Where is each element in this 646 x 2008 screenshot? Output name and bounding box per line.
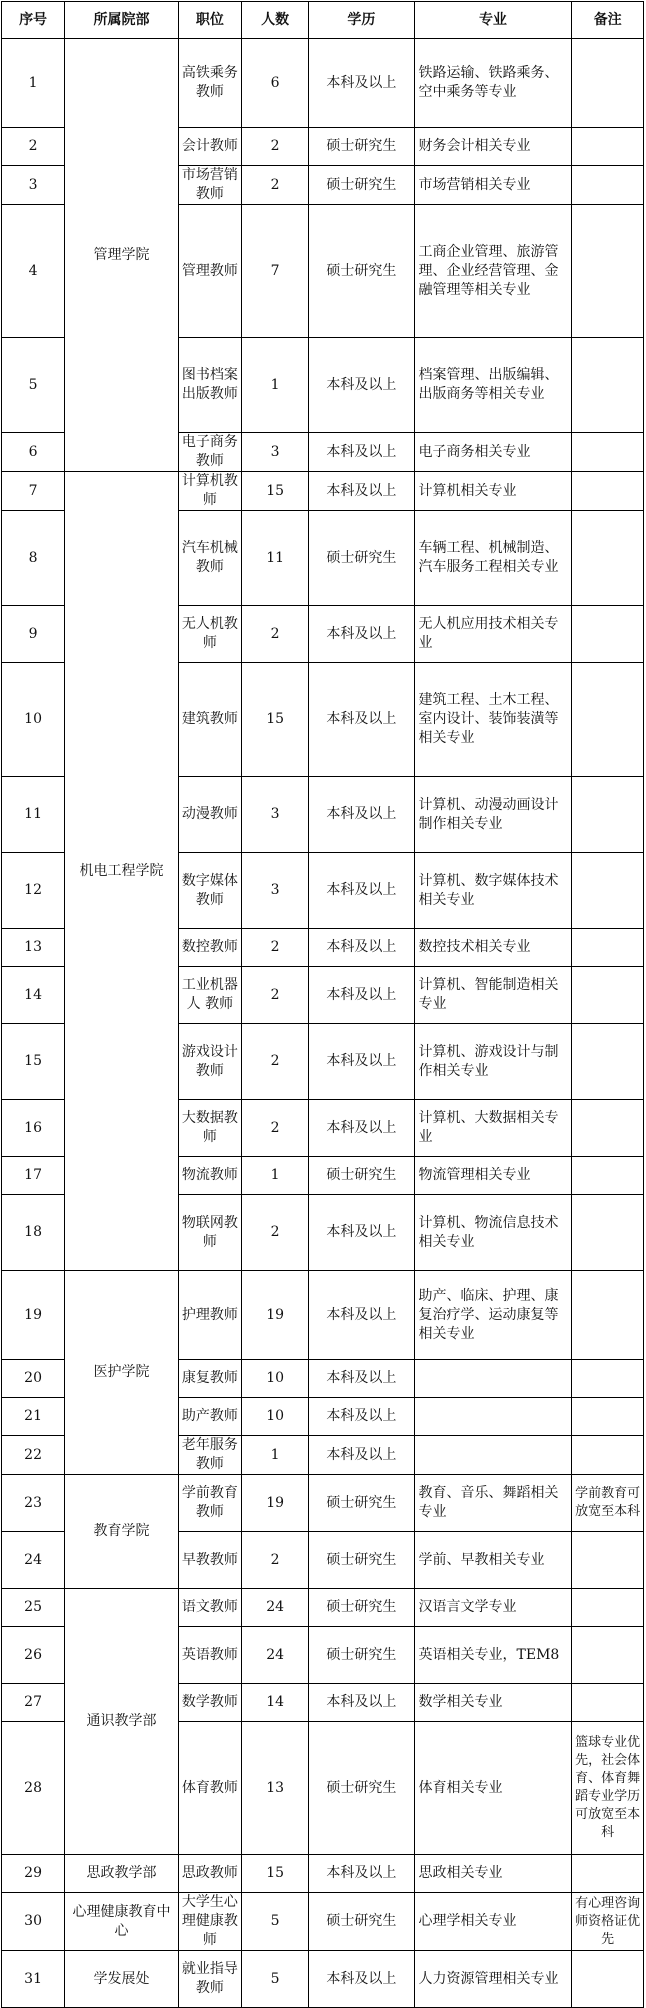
count-cell: 5 [241, 1951, 308, 2008]
major-cell: 体育相关专业 [414, 1722, 572, 1855]
note-cell: 有心理咨询师资格证优先 [572, 1893, 644, 1951]
education-cell: 硕士研究生 [309, 166, 414, 205]
major-cell: 计算机相关专业 [414, 472, 572, 511]
note-cell [572, 205, 644, 338]
major-cell: 物流管理相关专业 [414, 1157, 572, 1195]
department-cell: 管理学院 [65, 39, 179, 472]
count-cell: 24 [241, 1589, 308, 1627]
education-cell: 本科及以上 [309, 1195, 414, 1271]
header-department: 所属院部 [65, 2, 179, 39]
count-cell: 15 [241, 1855, 308, 1893]
note-cell [572, 1532, 644, 1589]
note-cell [572, 1100, 644, 1157]
note-cell [572, 663, 644, 777]
major-cell: 数学相关专业 [414, 1684, 572, 1722]
department-cell: 通识教学部 [65, 1589, 179, 1855]
row-no: 27 [2, 1684, 65, 1722]
table-row [2, 472, 644, 511]
note-cell [572, 929, 644, 967]
position-cell: 无人机教师 [178, 606, 241, 663]
education-cell: 本科及以上 [309, 967, 414, 1024]
note-cell [572, 128, 644, 166]
position-cell: 电子商务教师 [178, 433, 241, 472]
position-cell: 学前教育教师 [178, 1475, 241, 1532]
row-no: 24 [2, 1532, 65, 1589]
major-cell: 计算机、大数据相关专业 [414, 1100, 572, 1157]
row-no: 21 [2, 1398, 65, 1436]
row-no: 23 [2, 1475, 65, 1532]
count-cell: 2 [241, 166, 308, 205]
row-no: 22 [2, 1436, 65, 1475]
education-cell: 本科及以上 [309, 1100, 414, 1157]
row-no: 14 [2, 967, 65, 1024]
position-cell: 助产教师 [178, 1398, 241, 1436]
row-no: 16 [2, 1100, 65, 1157]
count-cell: 14 [241, 1684, 308, 1722]
position-cell: 护理教师 [178, 1271, 241, 1360]
note-cell [572, 853, 644, 929]
row-no: 15 [2, 1024, 65, 1100]
note-cell: 学前教育可放宽至本科 [572, 1475, 644, 1532]
header-major: 专业 [414, 2, 572, 39]
count-cell: 2 [241, 1532, 308, 1589]
row-no: 8 [2, 511, 65, 606]
row-no: 30 [2, 1893, 65, 1951]
major-cell: 学前、早教相关专业 [414, 1532, 572, 1589]
row-no: 17 [2, 1157, 65, 1195]
note-cell [572, 39, 644, 128]
position-cell: 游戏设计教师 [178, 1024, 241, 1100]
position-cell: 动漫教师 [178, 777, 241, 853]
education-cell: 硕士研究生 [309, 1589, 414, 1627]
education-cell: 本科及以上 [309, 853, 414, 929]
position-cell: 建筑教师 [178, 663, 241, 777]
education-cell: 本科及以上 [309, 1398, 414, 1436]
count-cell: 2 [241, 1195, 308, 1271]
education-cell: 本科及以上 [309, 1436, 414, 1475]
position-cell: 数学教师 [178, 1684, 241, 1722]
row-no: 6 [2, 433, 65, 472]
position-cell: 早教教师 [178, 1532, 241, 1589]
count-cell: 2 [241, 967, 308, 1024]
count-cell: 11 [241, 511, 308, 606]
note-cell [572, 967, 644, 1024]
row-no: 9 [2, 606, 65, 663]
major-cell: 电子商务相关专业 [414, 433, 572, 472]
education-cell: 硕士研究生 [309, 1532, 414, 1589]
row-no: 4 [2, 205, 65, 338]
department-cell: 机电工程学院 [65, 472, 179, 1271]
education-cell: 硕士研究生 [309, 511, 414, 606]
note-cell [572, 166, 644, 205]
count-cell: 1 [241, 1436, 308, 1475]
count-cell: 15 [241, 472, 308, 511]
major-cell [414, 1360, 572, 1398]
education-cell: 本科及以上 [309, 777, 414, 853]
note-cell [572, 1360, 644, 1398]
major-cell: 建筑工程、土木工程、室内设计、装饰装潢等相关专业 [414, 663, 572, 777]
count-cell: 19 [241, 1271, 308, 1360]
note-cell [572, 1024, 644, 1100]
major-cell: 计算机、物流信息技术相关专业 [414, 1195, 572, 1271]
major-cell: 计算机、智能制造相关专业 [414, 967, 572, 1024]
education-cell: 本科及以上 [309, 1271, 414, 1360]
note-cell [572, 1951, 644, 2008]
count-cell: 24 [241, 1627, 308, 1684]
education-cell: 本科及以上 [309, 1024, 414, 1100]
education-cell: 硕士研究生 [309, 1157, 414, 1195]
count-cell: 2 [241, 929, 308, 967]
row-no: 26 [2, 1627, 65, 1684]
major-cell: 汉语言文学专业 [414, 1589, 572, 1627]
department-cell: 思政教学部 [65, 1855, 179, 1893]
education-cell: 硕士研究生 [309, 1475, 414, 1532]
count-cell: 5 [241, 1893, 308, 1951]
table-row [2, 1951, 644, 2008]
row-no: 25 [2, 1589, 65, 1627]
note-cell [572, 472, 644, 511]
major-cell: 思政相关专业 [414, 1855, 572, 1893]
position-cell: 物流教师 [178, 1157, 241, 1195]
position-cell: 物联网教师 [178, 1195, 241, 1271]
position-cell: 计算机教师 [178, 472, 241, 511]
major-cell [414, 1436, 572, 1475]
row-no: 18 [2, 1195, 65, 1271]
education-cell: 本科及以上 [309, 39, 414, 128]
major-cell: 档案管理、出版编辑、出版商务等相关专业 [414, 338, 572, 433]
position-cell: 汽车机械教师 [178, 511, 241, 606]
note-cell [572, 1684, 644, 1722]
table-row [2, 39, 644, 128]
position-cell: 高铁乘务教师 [178, 39, 241, 128]
position-cell: 英语教师 [178, 1627, 241, 1684]
education-cell: 硕士研究生 [309, 205, 414, 338]
row-no: 10 [2, 663, 65, 777]
position-cell: 语文教师 [178, 1589, 241, 1627]
department-cell: 心理健康教育中心 [65, 1893, 179, 1951]
major-cell: 计算机、数字媒体技术相关专业 [414, 853, 572, 929]
count-cell: 10 [241, 1398, 308, 1436]
header-education: 学历 [309, 2, 414, 39]
count-cell: 15 [241, 663, 308, 777]
position-cell: 管理教师 [178, 205, 241, 338]
header-position: 职位 [178, 2, 241, 39]
department-cell: 医护学院 [65, 1271, 179, 1475]
position-cell: 大数据教师 [178, 1100, 241, 1157]
department-cell: 学发展处 [65, 1951, 179, 2008]
table-row [2, 1893, 644, 1951]
note-cell [572, 338, 644, 433]
note-cell [572, 1589, 644, 1627]
note-cell [572, 777, 644, 853]
note-cell [572, 1436, 644, 1475]
count-cell: 2 [241, 128, 308, 166]
count-cell: 1 [241, 338, 308, 433]
table-row [2, 1475, 644, 1532]
major-cell: 人力资源管理相关专业 [414, 1951, 572, 2008]
header-no: 序号 [2, 2, 65, 39]
education-cell: 本科及以上 [309, 338, 414, 433]
education-cell: 硕士研究生 [309, 128, 414, 166]
position-cell: 工业机器人 教师 [178, 967, 241, 1024]
count-cell: 3 [241, 777, 308, 853]
note-cell [572, 1195, 644, 1271]
education-cell: 硕士研究生 [309, 1893, 414, 1951]
major-cell: 计算机、动漫动画设计制作相关专业 [414, 777, 572, 853]
note-cell [572, 1627, 644, 1684]
note-cell [572, 433, 644, 472]
major-cell: 数控技术相关专业 [414, 929, 572, 967]
row-no: 2 [2, 128, 65, 166]
position-cell: 市场营销教师 [178, 166, 241, 205]
major-cell: 无人机应用技术相关专业 [414, 606, 572, 663]
count-cell: 2 [241, 1024, 308, 1100]
note-cell [572, 1157, 644, 1195]
education-cell: 本科及以上 [309, 1684, 414, 1722]
count-cell: 2 [241, 606, 308, 663]
major-cell: 教育、音乐、舞蹈相关专业 [414, 1475, 572, 1532]
major-cell: 工商企业管理、旅游管理、企业经营管理、金融管理等相关专业 [414, 205, 572, 338]
major-cell: 车辆工程、机械制造、汽车服务工程相关专业 [414, 511, 572, 606]
recruitment-table [1, 1, 644, 2008]
header-count: 人数 [241, 2, 308, 39]
row-no: 7 [2, 472, 65, 511]
position-cell: 体育教师 [178, 1722, 241, 1855]
table-row [2, 1855, 644, 1893]
position-cell: 康复教师 [178, 1360, 241, 1398]
note-cell [572, 1398, 644, 1436]
education-cell: 本科及以上 [309, 433, 414, 472]
major-cell: 财务会计相关专业 [414, 128, 572, 166]
row-no: 28 [2, 1722, 65, 1855]
major-cell: 助产、临床、护理、康复治疗学、运动康复等相关专业 [414, 1271, 572, 1360]
major-cell: 英语相关专业，TEM8 [414, 1627, 572, 1684]
table-row [2, 1589, 644, 1627]
row-no: 20 [2, 1360, 65, 1398]
education-cell: 本科及以上 [309, 472, 414, 511]
count-cell: 19 [241, 1475, 308, 1532]
count-cell: 3 [241, 853, 308, 929]
row-no: 3 [2, 166, 65, 205]
note-cell: 篮球专业优先，社会体育、体育舞蹈专业学历可放宽至本科 [572, 1722, 644, 1855]
note-cell [572, 511, 644, 606]
header-row [2, 2, 644, 39]
row-no: 13 [2, 929, 65, 967]
major-cell: 计算机、游戏设计与制作相关专业 [414, 1024, 572, 1100]
count-cell: 7 [241, 205, 308, 338]
table-row [2, 1271, 644, 1360]
education-cell: 本科及以上 [309, 1855, 414, 1893]
position-cell: 数控教师 [178, 929, 241, 967]
header-note: 备注 [572, 2, 644, 39]
education-cell: 硕士研究生 [309, 1627, 414, 1684]
row-no: 12 [2, 853, 65, 929]
major-cell: 市场营销相关专业 [414, 166, 572, 205]
count-cell: 3 [241, 433, 308, 472]
note-cell [572, 1855, 644, 1893]
position-cell: 大学生心理健康教师 [178, 1893, 241, 1951]
row-no: 29 [2, 1855, 65, 1893]
row-no: 1 [2, 39, 65, 128]
position-cell: 老年服务教师 [178, 1436, 241, 1475]
education-cell: 本科及以上 [309, 663, 414, 777]
education-cell: 本科及以上 [309, 606, 414, 663]
position-cell: 图书档案出版教师 [178, 338, 241, 433]
row-no: 5 [2, 338, 65, 433]
position-cell: 思政教师 [178, 1855, 241, 1893]
row-no: 19 [2, 1271, 65, 1360]
count-cell: 13 [241, 1722, 308, 1855]
row-no: 11 [2, 777, 65, 853]
note-cell [572, 606, 644, 663]
note-cell [572, 1271, 644, 1360]
department-cell: 教育学院 [65, 1475, 179, 1589]
position-cell: 数字媒体教师 [178, 853, 241, 929]
education-cell: 本科及以上 [309, 929, 414, 967]
count-cell: 1 [241, 1157, 308, 1195]
count-cell: 10 [241, 1360, 308, 1398]
row-no: 31 [2, 1951, 65, 2008]
major-cell [414, 1398, 572, 1436]
position-cell: 就业指导教师 [178, 1951, 241, 2008]
position-cell: 会计教师 [178, 128, 241, 166]
education-cell: 本科及以上 [309, 1951, 414, 2008]
education-cell: 硕士研究生 [309, 1722, 414, 1855]
major-cell: 铁路运输、铁路乘务、空中乘务等专业 [414, 39, 572, 128]
count-cell: 6 [241, 39, 308, 128]
major-cell: 心理学相关专业 [414, 1893, 572, 1951]
count-cell: 2 [241, 1100, 308, 1157]
education-cell: 本科及以上 [309, 1360, 414, 1398]
